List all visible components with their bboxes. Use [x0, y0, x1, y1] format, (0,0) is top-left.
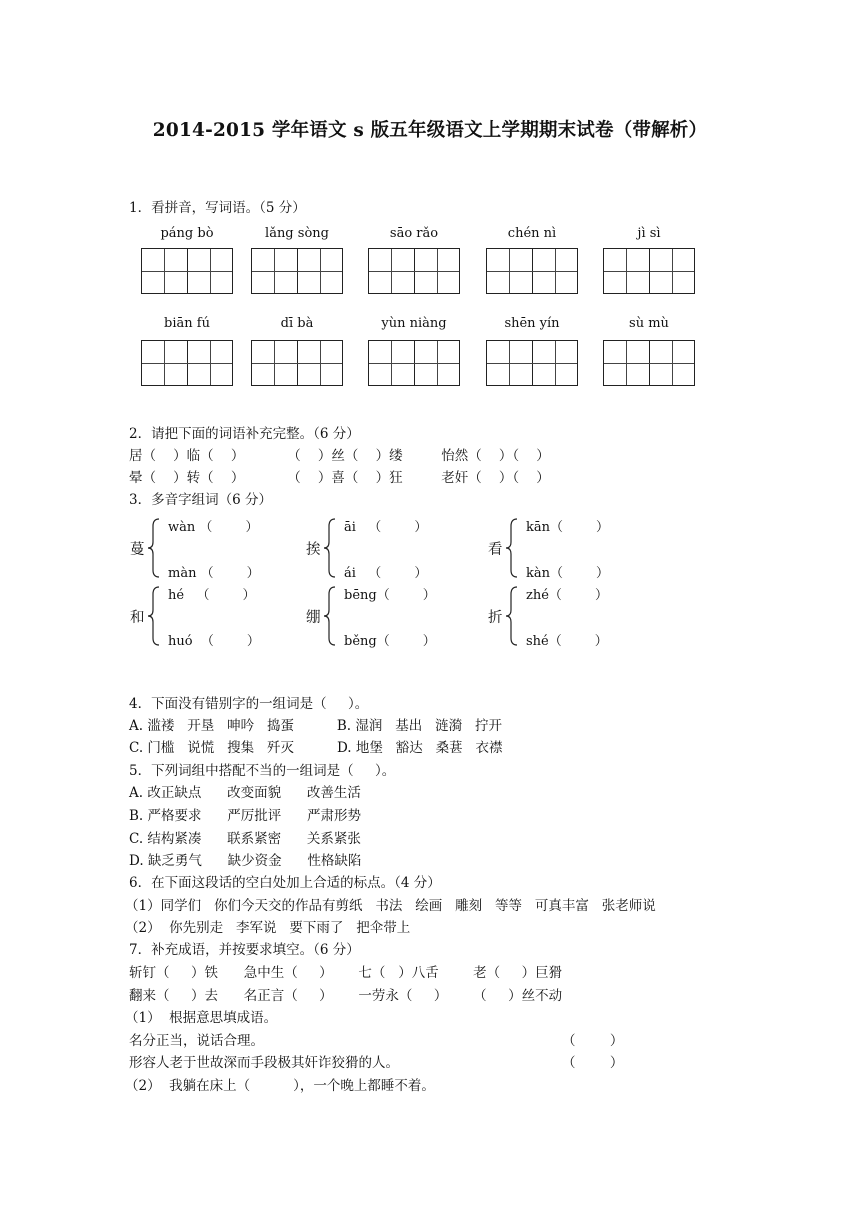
- grid-line: [274, 341, 275, 385]
- grid-line: [164, 341, 165, 385]
- writing-grid[interactable]: [486, 248, 578, 294]
- pinyin-label: sāo rǎo: [389, 226, 439, 241]
- brace-icon: [323, 518, 337, 578]
- grid-line: [210, 249, 211, 293]
- q7-line2: 翻来（ ）去 名正言（ ） 一劳永（ ） （ ）丝不动: [129, 988, 563, 1004]
- grid-line: [320, 341, 321, 385]
- writing-grid[interactable]: [368, 340, 460, 386]
- polyphonic-char: 和: [130, 610, 145, 626]
- writing-grid[interactable]: [603, 248, 695, 294]
- writing-grid[interactable]: [141, 248, 233, 294]
- q7-line1: 斩钉（ ）铁 急中生（ ） 七（ ）八舌 老（ ）巨猾: [129, 965, 563, 981]
- q6-line2: （2） 你先别走 李军说 要下雨了 把伞带上: [125, 920, 411, 936]
- q5-option-c: C. 结构紧凑 联系紧密 关系紧张: [129, 831, 361, 847]
- pinyin-blank-a[interactable]: āi （ ）: [344, 520, 428, 535]
- writing-grid[interactable]: [251, 248, 343, 294]
- pinyin-blank-a[interactable]: bēng（ ）: [344, 588, 436, 603]
- writing-grid[interactable]: [603, 340, 695, 386]
- grid-line: [509, 341, 510, 385]
- polyphonic-char: 看: [488, 542, 503, 558]
- grid-line: [369, 271, 459, 272]
- q2-heading: 2．请把下面的词语补充完整。（6 分）: [129, 426, 360, 442]
- pinyin-blank-b[interactable]: shé（ ）: [526, 634, 608, 649]
- grid-line: [391, 249, 392, 293]
- writing-grid[interactable]: [141, 340, 233, 386]
- q7-sub2: （2） 我躺在床上（ ），一个晚上都睡不着。: [125, 1078, 435, 1094]
- q5-option-b: B. 严格要求 严厉批评 严肃形势: [129, 808, 361, 824]
- q5-heading: 5．下列词组中搭配不当的一组词是（ ）。: [129, 763, 396, 779]
- pinyin-blank-b[interactable]: huó （ ）: [168, 634, 260, 649]
- pinyin-blank-b[interactable]: ái （ ）: [344, 566, 428, 581]
- grid-line: [369, 363, 459, 364]
- grid-line: [604, 271, 694, 272]
- q3-heading: 3．多音字组词（6 分）: [129, 492, 272, 508]
- page-title: 2014-2015 学年语文 s 版五年级语文上学期期末试卷（带解析）: [152, 120, 708, 141]
- pinyin-blank-b[interactable]: kàn（ ）: [526, 566, 610, 581]
- grid-line: [274, 249, 275, 293]
- grid-line: [437, 249, 438, 293]
- polyphonic-char: 绷: [306, 610, 321, 626]
- grid-line: [672, 341, 673, 385]
- brace-icon: [505, 518, 519, 578]
- q7-item2-blank: （ ）: [562, 1055, 624, 1071]
- grid-line: [626, 341, 627, 385]
- pinyin-label: yùn niàng: [381, 316, 447, 331]
- grid-line: [487, 271, 577, 272]
- q7-item2: 形容人老于世故深而手段极其奸诈狡猾的人。: [129, 1055, 399, 1071]
- grid-line: [142, 363, 232, 364]
- grid-line: [164, 249, 165, 293]
- q5-option-a: A. 改正缺点 改变面貌 改善生活: [129, 785, 361, 801]
- polyphonic-char: 折: [488, 610, 503, 626]
- grid-line: [142, 271, 232, 272]
- grid-line: [604, 363, 694, 364]
- pinyin-blank-a[interactable]: kān（ ）: [526, 520, 610, 535]
- brace-icon: [505, 586, 519, 646]
- brace-icon: [323, 586, 337, 646]
- q4-line2: C. 门槛 说慌 搜集 歼灭 D. 地堡 豁达 桑葚 衣襟: [129, 740, 503, 756]
- q5-option-d: D. 缺乏勇气 缺少资金 性格缺陷: [129, 853, 362, 869]
- brace-icon: [147, 586, 161, 646]
- grid-line: [487, 363, 577, 364]
- pinyin-label: jì sì: [637, 226, 661, 241]
- pinyin-blank-a[interactable]: wàn （ ）: [168, 520, 259, 535]
- q7-heading: 7．补充成语，并按要求填空。（6 分）: [129, 942, 360, 958]
- grid-line: [210, 341, 211, 385]
- brace-icon: [147, 518, 161, 578]
- pinyin-label: shēn yín: [504, 316, 560, 331]
- pinyin-label: sù mù: [629, 316, 669, 331]
- grid-line: [391, 341, 392, 385]
- q1-heading: 1．看拼音，写词语。（5 分）: [129, 200, 306, 216]
- writing-grid[interactable]: [486, 340, 578, 386]
- pinyin-label: páng bò: [160, 226, 214, 241]
- grid-line: [320, 249, 321, 293]
- q4-heading: 4．下面没有错别字的一组词是（ ）。: [129, 696, 369, 712]
- grid-line: [626, 249, 627, 293]
- writing-grid[interactable]: [368, 248, 460, 294]
- grid-line: [437, 341, 438, 385]
- q6-line1: （1）同学们 你们今天交的作品有剪纸 书法 绘画 雕刻 等等 可真丰富 张老师说: [125, 898, 656, 914]
- q7-item1-blank: （ ）: [562, 1033, 624, 1049]
- polyphonic-char: 蔓: [130, 542, 145, 558]
- polyphonic-char: 挨: [306, 542, 321, 558]
- grid-line: [672, 249, 673, 293]
- grid-line: [252, 363, 342, 364]
- grid-line: [555, 341, 556, 385]
- pinyin-blank-b[interactable]: běng（ ）: [344, 634, 436, 649]
- pinyin-label: lǎng sòng: [265, 226, 329, 241]
- pinyin-blank-b[interactable]: màn （ ）: [168, 566, 260, 581]
- q7-sub1: （1） 根据意思填成语。: [125, 1010, 278, 1026]
- grid-line: [509, 249, 510, 293]
- q4-line1: A. 滥褛 开垦 呻吟 捣蛋 B. 湿润 基出 涟漪 拧开: [129, 718, 502, 734]
- pinyin-blank-a[interactable]: hé （ ）: [168, 588, 256, 603]
- q2-line1: 居（ ）临（ ） （ ）丝（ ）缕 怡然（ ）（ ）: [129, 448, 550, 464]
- q2-line2: 晕（ ）转（ ） （ ）喜（ ）狂 老奸（ ）（ ）: [129, 470, 550, 486]
- pinyin-blank-a[interactable]: zhé（ ）: [526, 588, 608, 603]
- grid-line: [555, 249, 556, 293]
- pinyin-label: chén nì: [507, 226, 557, 241]
- q6-heading: 6．在下面这段话的空白处加上合适的标点。（4 分）: [129, 875, 441, 891]
- pinyin-label: dī bà: [280, 316, 314, 331]
- writing-grid[interactable]: [251, 340, 343, 386]
- q7-item1: 名分正当，说话合理。: [129, 1033, 264, 1049]
- pinyin-label: biān fú: [164, 316, 210, 331]
- grid-line: [252, 271, 342, 272]
